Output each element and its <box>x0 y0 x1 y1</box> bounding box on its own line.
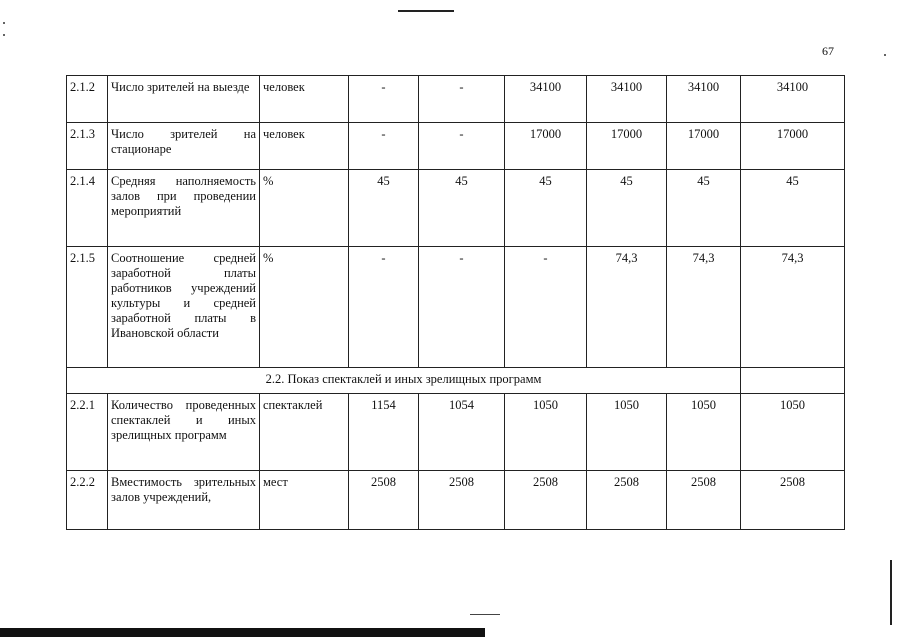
table-row <box>67 123 845 170</box>
value-cell: 1050 <box>741 394 845 471</box>
scan-edge-mark <box>890 560 892 625</box>
value-cell: - <box>349 247 419 368</box>
scan-speck <box>884 54 886 56</box>
row-number: 2.2.2 <box>67 471 108 530</box>
value-cell: 1050 <box>667 394 741 471</box>
value-cell: 2508 <box>587 471 667 530</box>
section-row <box>67 368 845 394</box>
value-cell: 45 <box>419 170 505 247</box>
value-cell <box>741 368 845 394</box>
row-number: 2.1.4 <box>67 170 108 247</box>
row-number: 2.1.3 <box>67 123 108 170</box>
unit-cell: % <box>260 247 349 368</box>
value-cell: 74,3 <box>587 247 667 368</box>
table-row <box>67 471 845 530</box>
scan-edge-mark <box>470 614 500 615</box>
value-cell: 74,3 <box>667 247 741 368</box>
value-cell: 2508 <box>349 471 419 530</box>
table-row <box>67 394 845 471</box>
value-cell: - <box>419 123 505 170</box>
value-cell: - <box>349 76 419 123</box>
value-cell: 1050 <box>587 394 667 471</box>
value-cell: 45 <box>587 170 667 247</box>
indicator-name: Соотношение средней заработной платы работников учреждений культуры и средней заработной платы в Ивановской области <box>108 247 260 368</box>
header-rule <box>398 10 454 12</box>
value-cell: 1154 <box>349 394 419 471</box>
value-cell: 45 <box>667 170 741 247</box>
indicator-name: Число зрителей на стационаре <box>108 123 260 170</box>
scan-speck <box>3 34 5 36</box>
value-cell: 2508 <box>419 471 505 530</box>
unit-cell: % <box>260 170 349 247</box>
value-cell: - <box>419 247 505 368</box>
indicator-name: Число зрителей на выезде <box>108 76 260 123</box>
value-cell: 74,3 <box>741 247 845 368</box>
row-number: 2.1.2 <box>67 76 108 123</box>
value-cell: - <box>419 76 505 123</box>
value-cell: 1054 <box>419 394 505 471</box>
scan-edge-bar <box>0 628 485 637</box>
value-cell: 2508 <box>505 471 587 530</box>
value-cell: 2508 <box>667 471 741 530</box>
scan-speck <box>3 22 5 24</box>
table-row <box>67 170 845 247</box>
indicator-name: Вместимость зрительных залов учреждений, <box>108 471 260 530</box>
value-cell: 17000 <box>741 123 845 170</box>
value-cell: 17000 <box>505 123 587 170</box>
value-cell: 45 <box>505 170 587 247</box>
table-row <box>67 76 845 123</box>
row-number: 2.2.1 <box>67 394 108 471</box>
table-row <box>67 247 845 368</box>
value-cell: 17000 <box>667 123 741 170</box>
value-cell: 34100 <box>741 76 845 123</box>
value-cell: 45 <box>741 170 845 247</box>
section-heading: 2.2. Показ спектаклей и иных зрелищных программ <box>67 368 741 394</box>
value-cell: 2508 <box>741 471 845 530</box>
indicators-table <box>66 75 845 530</box>
indicator-name: Количество проведенных спектаклей и иных зрелищных программ <box>108 394 260 471</box>
unit-cell: человек <box>260 123 349 170</box>
unit-cell: человек <box>260 76 349 123</box>
value-cell: 45 <box>349 170 419 247</box>
page-number: 67 <box>822 44 834 58</box>
unit-cell: спектаклей <box>260 394 349 471</box>
value-cell: - <box>505 247 587 368</box>
value-cell: 34100 <box>505 76 587 123</box>
value-cell: 17000 <box>587 123 667 170</box>
indicator-name: Средняя наполняемость залов при проведении мероприятий <box>108 170 260 247</box>
unit-cell: мест <box>260 471 349 530</box>
value-cell: 34100 <box>667 76 741 123</box>
value-cell: 1050 <box>505 394 587 471</box>
value-cell: - <box>349 123 419 170</box>
row-number: 2.1.5 <box>67 247 108 368</box>
value-cell: 34100 <box>587 76 667 123</box>
